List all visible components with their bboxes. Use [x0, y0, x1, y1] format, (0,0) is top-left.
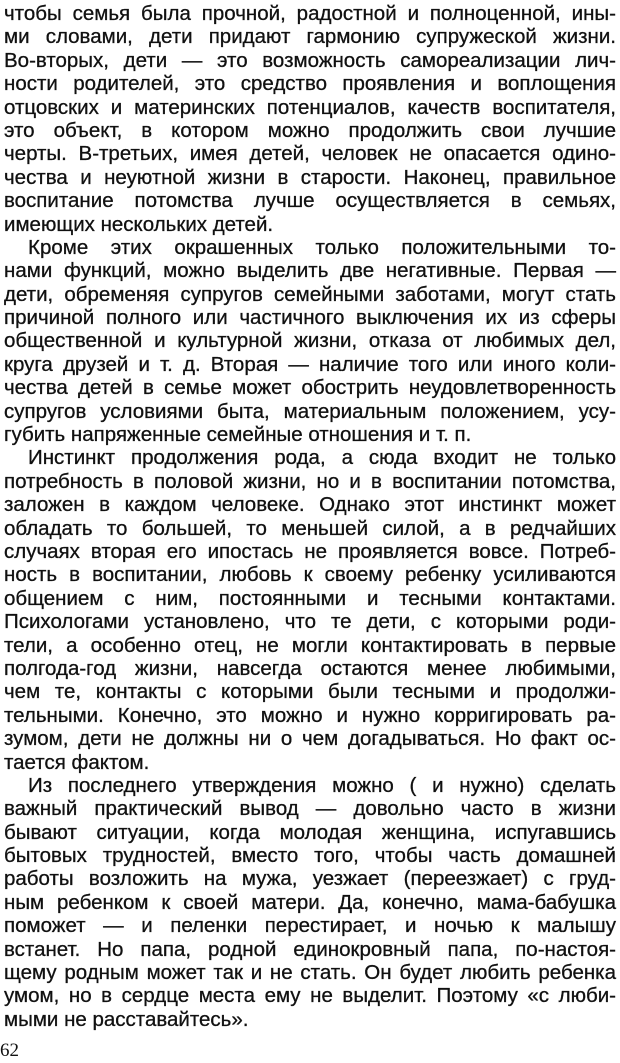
text-line: имеющих нескольких детей.: [4, 212, 274, 236]
text-line: Психологами установлено, что те дети, с которыми роди-: [4, 610, 616, 634]
text-line: зумом, дети не должны ни о чем догадываться. Но факт ос-: [4, 727, 616, 751]
text-line: ность в воспитании, любовь к своему ребенку усиливаются: [4, 563, 616, 587]
paragraph: [4, 446, 616, 773]
text-line: щему родным может так и не стать. Он будет любить ребенка: [4, 961, 616, 985]
page-number: 62: [0, 1040, 19, 1061]
paragraph: [4, 236, 616, 447]
paragraph: [4, 774, 616, 1031]
text-line: супругов условиями быта, материальным положением, усу-: [4, 399, 616, 423]
text-line: тельными. Конечно, это можно и нужно корригировать ра-: [4, 703, 616, 727]
text-line: общественной и культурной жизни, отказа от любимых дел,: [4, 329, 616, 353]
text-line: тается фактом.: [4, 750, 150, 774]
paragraph: [4, 2, 616, 236]
text-line: общением с ним, постоянными и тесными контактами.: [4, 586, 616, 610]
text-line: полгода-год жизни, навсегда остаются менее любимыми,: [4, 656, 616, 680]
text-line: работы возложить на мужа, уезжает (переезжает) с груд-: [4, 867, 616, 891]
text-line: Из последнего утверждения можно ( и нужно) сделать: [28, 773, 616, 797]
text-line: поможет — и пеленки перестирает, и ночью к малышу: [4, 914, 616, 938]
text-line: чества и неуютной жизни в старости. Наконец, правильное: [4, 165, 616, 189]
text-line: причиной полного или частичного выключения их из сферы: [4, 306, 616, 330]
text-line: круга друзей и т. д. Вторая — наличие того или иного коли-: [4, 352, 616, 376]
text-line: чем те, контакты с которыми были тесными и продолжи-: [4, 680, 616, 704]
text-line: бывают ситуации, когда молодая женщина, испугавшись: [4, 820, 616, 844]
text-line: ми словами, дети придают гармонию супружеской жизни.: [4, 25, 616, 49]
text-line: заложен в каждом человеке. Однако этот инстинкт может: [4, 493, 616, 517]
text-line: встанет. Но папа, родной единокровный папа, по-настоя-: [4, 937, 616, 961]
text-line: Кроме этих окрашенных только положительными то-: [28, 235, 616, 259]
text-line: отцовских и материнских потенциалов, качеств воспитателя,: [4, 95, 616, 119]
text-line: губить напряженные семейные отношения и т. п.: [4, 423, 472, 447]
text-line: мыми не расставайтесь».: [4, 1007, 249, 1031]
text-line: чтобы семья была прочной, радостной и полноценной, ины-: [4, 2, 616, 25]
text-line: потребность в половой жизни, но и в воспитании потомства,: [4, 469, 616, 493]
text-line: воспитание потомства лучше осуществляется в семьях,: [4, 189, 616, 213]
text-line: умом, но в сердце места ему не выделит. Поэтому «с люби-: [4, 984, 616, 1008]
text-line: ным ребенком к своей матери. Да, конечно, мама-бабушка: [4, 890, 616, 914]
text-line: случаях вторая его ипостась не проявляется вовсе. Потреб-: [4, 539, 616, 563]
text-line: это объект, в котором можно продолжить свои лучшие: [4, 118, 616, 142]
text-line: ности родителей, это средство проявления и воплощения: [4, 72, 616, 96]
text-line: нами функций, можно выделить две негативные. Первая —: [4, 259, 616, 283]
text-line: тели, а особенно отец, не могли контактировать в первые: [4, 633, 616, 657]
text-line: бытовых трудностей, вместо того, чтобы часть домашней: [4, 844, 616, 868]
text-line: важный практический вывод — довольно часто в жизни: [4, 797, 616, 821]
page-body: [4, 2, 616, 1031]
text-line: дети, обременяя супругов семейными заботами, могут стать: [4, 282, 616, 306]
text-line: обладать то большей, то меньшей силой, а в редчайших: [4, 516, 616, 540]
text-line: чества детей в семье может обострить неудовлетворенность: [4, 376, 616, 400]
text-line: черты. В-третьих, имея детей, человек не опасается одино-: [4, 142, 616, 166]
text-line: Инстинкт продолжения рода, а сюда входит не только: [28, 446, 616, 470]
text-line: Во-вторых, дети — это возможность самореализации лич-: [4, 48, 616, 72]
